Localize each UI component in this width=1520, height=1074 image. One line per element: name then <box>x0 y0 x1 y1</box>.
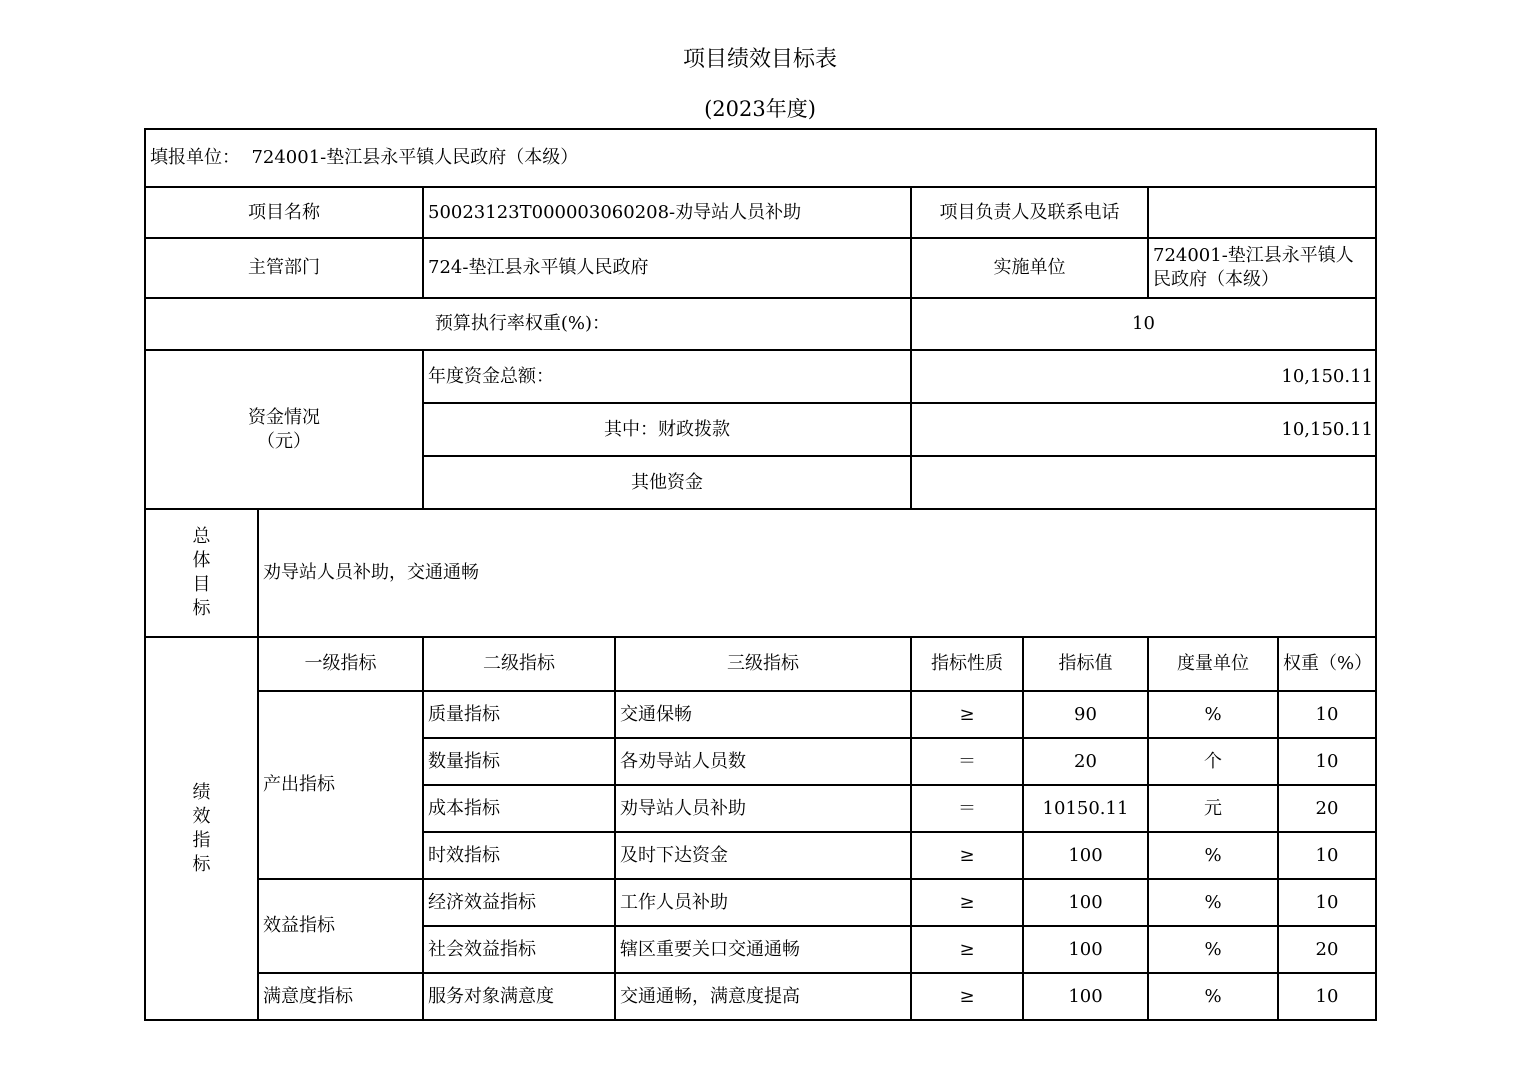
overall-goal-char: 目 <box>192 574 211 595</box>
indicator-level3: 及时下达资金 <box>615 832 911 879</box>
indicator-unit: % <box>1148 691 1278 738</box>
indicator-level2: 服务对象满意度 <box>423 973 615 1020</box>
indicator-value: 100 <box>1023 926 1148 973</box>
header-unit: 度量单位 <box>1148 637 1278 691</box>
department-label: 主管部门 <box>145 238 423 298</box>
header-nature: 指标性质 <box>911 637 1023 691</box>
indicator-weight: 10 <box>1278 973 1376 1020</box>
department-value: 724-垫江县永平镇人民政府 <box>423 238 911 298</box>
indicator-row <box>145 879 1376 926</box>
indicator-level3: 辖区重要关口交通通畅 <box>615 926 911 973</box>
indicator-weight: 10 <box>1278 879 1376 926</box>
indicator-level3: 交通保畅 <box>615 691 911 738</box>
indicator-unit: % <box>1148 973 1278 1020</box>
indicator-weight: 10 <box>1278 691 1376 738</box>
header-level2: 二级指标 <box>423 637 615 691</box>
indicator-unit: % <box>1148 832 1278 879</box>
indicator-weight: 10 <box>1278 738 1376 785</box>
indicator-weight: 20 <box>1278 926 1376 973</box>
indicator-level2: 成本指标 <box>423 785 615 832</box>
filing-unit-cell <box>145 129 1376 187</box>
indicator-level3: 劝导站人员补助 <box>615 785 911 832</box>
indicator-unit: % <box>1148 879 1278 926</box>
page-title: 项目绩效目标表 <box>682 47 837 72</box>
indicator-level1: 产出指标 <box>258 691 423 879</box>
budget-weight-label: 预算执行率权重(%)： <box>145 298 911 350</box>
indicator-value: 100 <box>1023 832 1148 879</box>
indicator-unit: 元 <box>1148 785 1278 832</box>
indicator-value: 100 <box>1023 973 1148 1020</box>
indicator-level3: 各劝导站人员数 <box>615 738 911 785</box>
page-subtitle: (2023年度) <box>704 97 816 121</box>
indicator-weight: 20 <box>1278 785 1376 832</box>
indicator-value: 100 <box>1023 879 1148 926</box>
header-weight: 权重（%） <box>1278 637 1376 691</box>
indicator-level2: 经济效益指标 <box>423 879 615 926</box>
indicator-level1: 满意度指标 <box>258 973 423 1020</box>
indicator-row <box>145 973 1376 1020</box>
indicator-nature: ≥ <box>911 879 1023 926</box>
funds-total-row <box>145 350 1376 403</box>
funds-fiscal-value: 10,150.11 <box>911 403 1376 456</box>
indicator-nature: ≥ <box>911 973 1023 1020</box>
indicator-nature: ≥ <box>911 691 1023 738</box>
indicator-unit: % <box>1148 926 1278 973</box>
funds-other-value <box>911 456 1376 509</box>
indicator-unit: 个 <box>1148 738 1278 785</box>
funds-fiscal-label: 其中：财政拨款 <box>423 403 911 456</box>
indicator-nature: ＝ <box>911 785 1023 832</box>
contact-value <box>1148 187 1376 238</box>
funds-label-line1: 资金情况 <box>248 406 320 428</box>
header-value: 指标值 <box>1023 637 1148 691</box>
overall-goal-text: 劝导站人员补助，交通通畅 <box>258 509 1376 637</box>
indicators-label <box>145 637 258 1020</box>
implementing-unit-label: 实施单位 <box>911 238 1148 298</box>
indicator-value: 90 <box>1023 691 1148 738</box>
filing-unit-row <box>145 129 1376 187</box>
indicator-level3: 交通通畅，满意度提高 <box>615 973 911 1020</box>
project-name-label: 项目名称 <box>145 187 423 238</box>
project-name-value: 50023123T000003060208-劝导站人员补助 <box>423 187 911 238</box>
funds-total-label: 年度资金总额： <box>423 350 911 403</box>
funds-label <box>145 350 423 509</box>
budget-weight-value: 10 <box>911 298 1376 350</box>
overall-goal-row <box>145 509 1376 637</box>
indicator-value: 10150.11 <box>1023 785 1148 832</box>
funds-total-value: 10,150.11 <box>911 350 1376 403</box>
filing-unit-label: 填报单位： <box>150 147 240 168</box>
indicator-level2: 质量指标 <box>423 691 615 738</box>
indicator-level1: 效益指标 <box>258 879 423 973</box>
indicator-header-row <box>145 637 1376 691</box>
indicator-level2: 时效指标 <box>423 832 615 879</box>
indicator-nature: ≥ <box>911 926 1023 973</box>
project-name-row <box>145 187 1376 238</box>
filing-unit-value: 724001-垫江县永平镇人民政府（本级） <box>251 147 579 168</box>
budget-weight-row <box>145 298 1376 350</box>
indicators-label-char: 指 <box>192 829 211 851</box>
implementing-unit-value: 724001-垫江县永平镇人民政府（本级） <box>1148 238 1376 298</box>
indicators-label-char: 标 <box>192 853 211 875</box>
indicator-nature: ＝ <box>911 738 1023 785</box>
indicator-row <box>145 691 1376 738</box>
header-level1: 一级指标 <box>258 637 423 691</box>
indicators-label-char: 效 <box>192 805 211 827</box>
department-row <box>145 238 1376 298</box>
overall-goal-char: 体 <box>192 550 211 571</box>
funds-other-label: 其他资金 <box>423 456 911 509</box>
indicator-level2: 数量指标 <box>423 738 615 785</box>
overall-goal-char: 标 <box>192 598 211 619</box>
contact-label: 项目负责人及联系电话 <box>911 187 1148 238</box>
indicator-level2: 社会效益指标 <box>423 926 615 973</box>
overall-goal-char: 总 <box>192 526 211 547</box>
funds-label-line2: （元） <box>257 430 311 452</box>
indicators-label-char: 绩 <box>192 781 211 803</box>
overall-goal-label <box>145 509 258 637</box>
performance-table <box>144 128 1377 1021</box>
header-level3: 三级指标 <box>615 637 911 691</box>
indicator-value: 20 <box>1023 738 1148 785</box>
indicator-weight: 10 <box>1278 832 1376 879</box>
indicator-nature: ≥ <box>911 832 1023 879</box>
indicator-level3: 工作人员补助 <box>615 879 911 926</box>
